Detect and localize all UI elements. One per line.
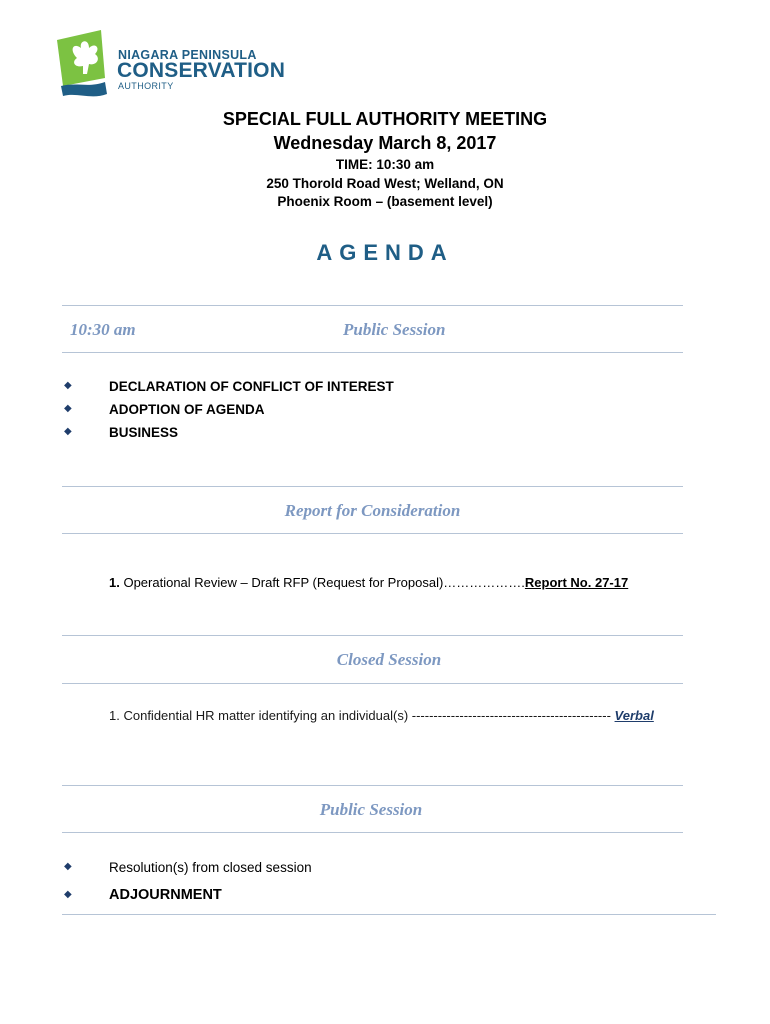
diamond-bullet-icon: ◆: [64, 403, 72, 414]
section-divider: [62, 305, 683, 306]
agenda-item-resolutions: Resolution(s) from closed session: [109, 860, 312, 875]
meeting-address: 250 Thorold Road West; Welland, ON: [266, 176, 504, 191]
logo-line1: NIAGARA PENINSULA: [118, 48, 257, 62]
agenda-item-adjournment: ADJOURNMENT: [109, 887, 222, 903]
leaf-logo-icon: [55, 28, 115, 100]
closed-item-number: 1.: [109, 708, 120, 723]
agenda-heading: AGENDA: [316, 240, 454, 265]
closed-item-text: Confidential HR matter identifying an individual(s) ----------------------------------------------: [123, 708, 611, 723]
section-title-public-session-2: Public Session: [319, 800, 423, 819]
report-item-text: Operational Review – Draft RFP (Request for Proposal)……………….: [123, 575, 525, 590]
meeting-title: SPECIAL FULL AUTHORITY MEETING: [222, 109, 548, 129]
session-time: 10:30 am: [70, 320, 136, 339]
diamond-bullet-icon: ◆: [64, 861, 72, 872]
report-item: [109, 575, 628, 590]
report-reference-link[interactable]: Report No. 27-17: [524, 575, 629, 590]
section-divider: [62, 785, 683, 786]
section-title-public-session: Public Session: [343, 320, 446, 339]
section-title-closed-session: Closed Session: [336, 650, 442, 669]
diamond-bullet-icon: ◆: [64, 426, 72, 437]
logo-line3: AUTHORITY: [118, 81, 174, 91]
section-divider: [62, 486, 683, 487]
section-divider: [62, 683, 683, 684]
logo-line2: CONSERVATION: [117, 59, 286, 82]
meeting-time: TIME: 10:30 am: [335, 157, 435, 172]
section-divider: [62, 352, 683, 353]
diamond-bullet-icon: ◆: [64, 380, 72, 391]
section-title-report: Report for Consideration: [284, 501, 461, 520]
section-divider: [62, 914, 716, 915]
meeting-date: Wednesday March 8, 2017: [273, 133, 497, 153]
meeting-room: Phoenix Room – (basement level): [277, 194, 493, 209]
agenda-item-adoption: ADOPTION OF AGENDA: [109, 402, 265, 417]
section-divider: [62, 832, 683, 833]
section-divider: [62, 635, 683, 636]
agenda-item-declaration: DECLARATION OF CONFLICT OF INTEREST: [109, 379, 394, 394]
closed-item: [109, 708, 654, 723]
section-divider: [62, 533, 683, 534]
report-item-number: 1.: [109, 575, 120, 590]
closed-item-reference[interactable]: Verbal: [614, 708, 654, 723]
agenda-item-business: BUSINESS: [109, 425, 179, 440]
diamond-bullet-icon: ◆: [64, 889, 72, 900]
npca-logo: [55, 28, 295, 100]
